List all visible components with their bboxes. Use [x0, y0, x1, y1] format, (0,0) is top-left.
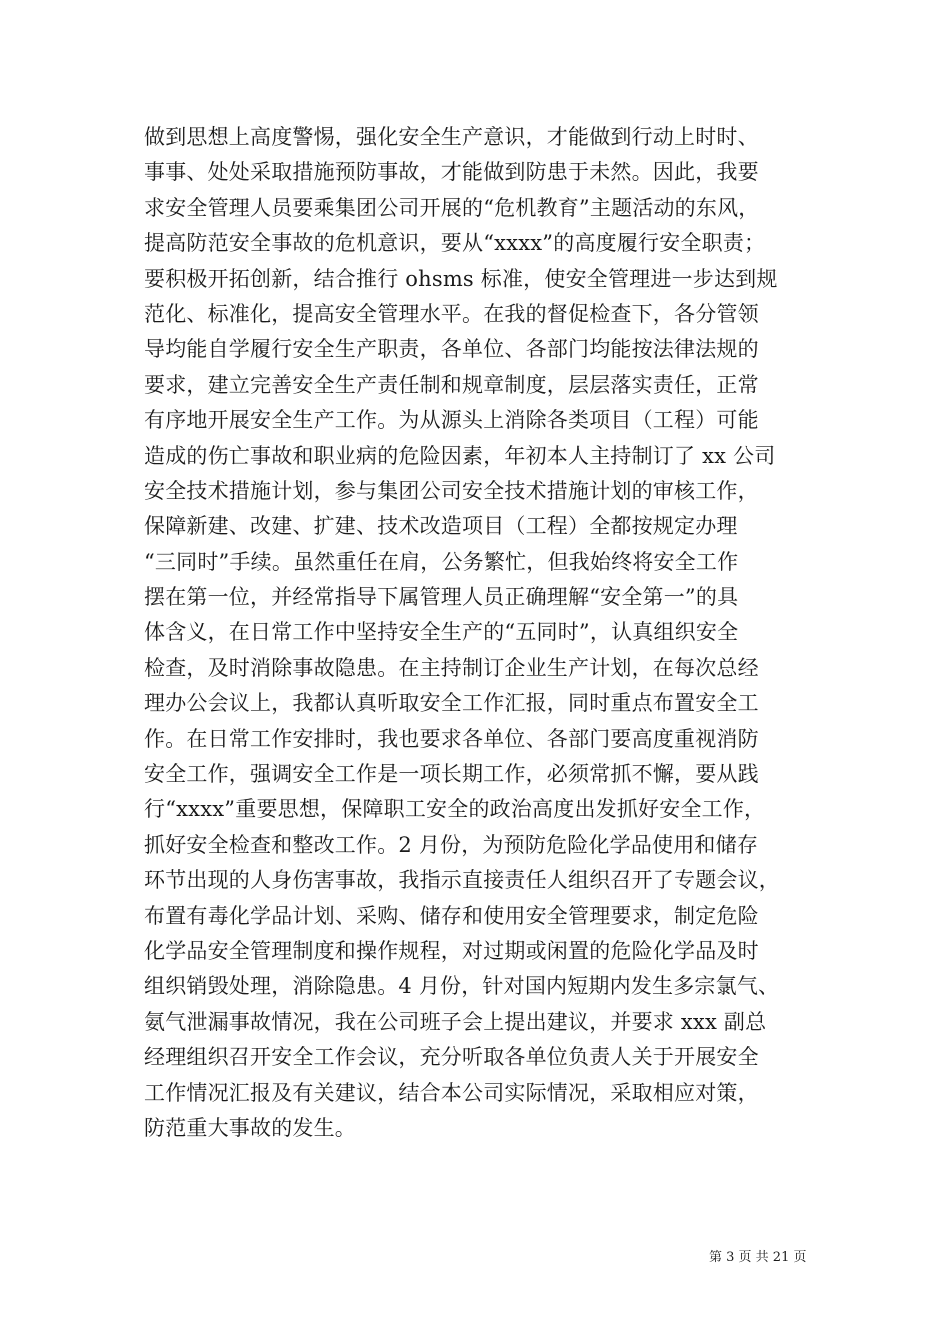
text-line: 氨气泄漏事故情况，我在公司班子会上提出建议，并要求 xxx 副总	[144, 1009, 767, 1034]
text-line: 体含义，在日常工作中坚持安全生产的“五同时”，认真组织安全	[144, 620, 739, 645]
text-line: 布置有毒化学品计划、采购、储存和使用安全管理要求，制定危险	[144, 903, 759, 928]
text-line: 工作情况汇报及有关建议，结合本公司实际情况，采取相应对策，	[144, 1080, 759, 1105]
text-line: 要求，建立完善安全生产责任制和规章制度，层层落实责任，正常	[144, 372, 759, 397]
page-number-footer: 第 3 页 共 21 页	[709, 1250, 807, 1265]
text-line: 安全技术措施计划，参与集团公司安全技术措施计划的审核工作，	[144, 478, 759, 503]
body-paragraph	[144, 120, 824, 1146]
text-line: 提高防范安全事故的危机意识，要从“xxxx”的高度履行安全职责；	[144, 231, 766, 256]
text-line: 造成的伤亡事故和职业病的危险因素，年初本人主持制订了 xx 公司	[144, 443, 776, 468]
text-line: 理办公会议上，我都认真听取安全工作汇报，同时重点布置安全工	[144, 691, 759, 716]
text-line: 经理组织召开安全工作会议，充分听取各单位负责人关于开展安全	[144, 1045, 759, 1070]
text-line: 化学品安全管理制度和操作规程，对过期或闲置的危险化学品及时	[144, 938, 759, 963]
text-line: 求安全管理人员要乘集团公司开展的“危机教育”主题活动的东风，	[144, 195, 760, 220]
text-line: “三同时”手续。虽然重任在肩，公务繁忙，但我始终将安全工作	[144, 549, 739, 574]
text-line: 有序地开展安全生产工作。为从源头上消除各类项目（工程）可能	[144, 408, 759, 433]
text-line: 保障新建、改建、扩建、技术改造项目（工程）全都按规定办理	[144, 514, 738, 539]
text-line: 防范重大事故的发生。	[144, 1115, 356, 1140]
text-line: 作。在日常工作安排时，我也要求各单位、各部门要高度重视消防	[144, 726, 759, 751]
text-line: 行“xxxx”重要思想，保障职工安全的政治高度出发抓好安全工作，	[144, 797, 766, 822]
text-line: 摆在第一位，并经常指导下属管理人员正确理解“安全第一”的具	[144, 585, 739, 610]
text-line: 环节出现的人身伤害事故，我指示直接责任人组织召开了专题会议，	[144, 868, 780, 893]
text-line: 范化、标准化，提高安全管理水平。在我的督促检查下，各分管领	[144, 301, 759, 326]
text-line: 导均能自学履行安全生产职责，各单位、各部门均能按法律法规的	[144, 337, 759, 362]
text-line: 抓好安全检查和整改工作。2 月份，为预防危险化学品使用和储存	[144, 832, 759, 857]
text-line: 事事、处处采取措施预防事故，才能做到防患于未然。因此，我要	[144, 160, 759, 185]
text-line: 要积极开拓创新，结合推行 ohsms 标准，使安全管理进一步达到规	[144, 266, 778, 291]
text-line: 检查，及时消除事故隐患。在主持制订企业生产计划，在每次总经	[144, 655, 759, 680]
text-line: 组织销毁处理，消除隐患。4 月份，针对国内短期内发生多宗氯气、	[144, 974, 780, 999]
text-line: 做到思想上高度警惕，强化安全生产意识，才能做到行动上时时、	[144, 125, 759, 149]
text-line: 安全工作，强调安全工作是一项长期工作，必须常抓不懈，要从践	[144, 762, 759, 787]
